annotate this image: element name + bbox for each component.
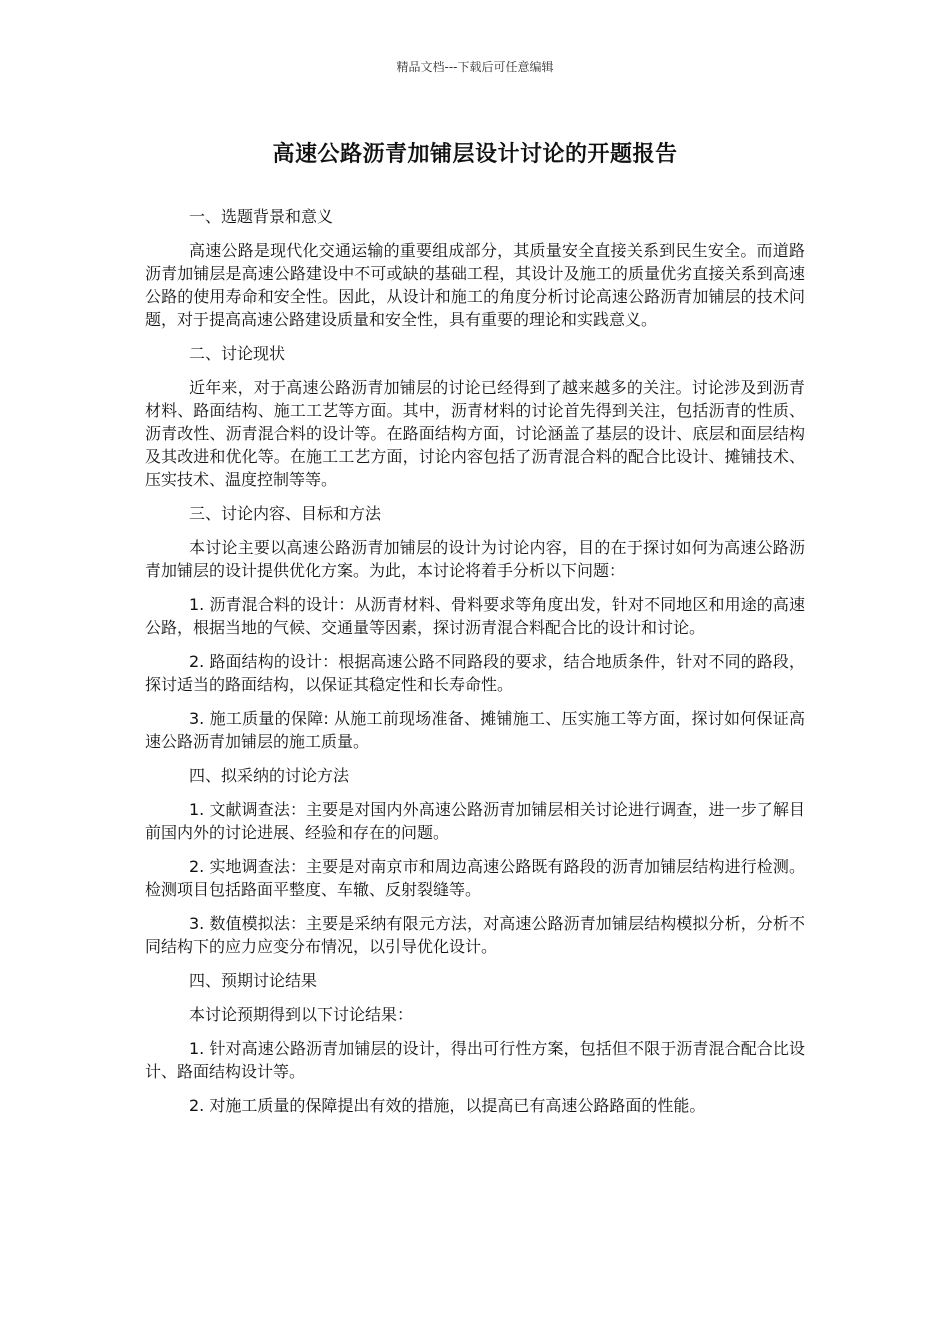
document-title: 高速公路沥青加铺层设计讨论的开题报告 bbox=[272, 142, 678, 167]
paragraph-results-intro: 本讨论预期得到以下讨论结果： bbox=[189, 1005, 414, 1024]
section-heading-results: 四、预期讨论结果 bbox=[189, 971, 318, 990]
list-item-method-1: 1. 文献调查法：主要是对国内外高速公路沥青加铺层相关讨论进行调查，进一步了解目前国内外的讨论进展、经验和存在的问题。 bbox=[145, 800, 805, 842]
list-item-content-1: 1. 沥青混合料的设计：从沥青材料、骨料要求等角度出发，针对不同地区和用途的高速公路，根据当地的气候、交通量等因素，探讨沥青混合料配合比的设计和讨论。 bbox=[145, 595, 805, 637]
list-item-content-3: 3. 施工质量的保障: 从施工前现场准备、摊铺施工、压实施工等方面，探讨如何保证高速公路沥青加铺层的施工质量。 bbox=[145, 709, 805, 751]
paragraph-content-intro: 本讨论主要以高速公路沥青加铺层的设计为讨论内容，目的在于探讨如何为高速公路沥青加铺层的设计提供优化方案。为此，本讨论将着手分析以下问题： bbox=[145, 538, 805, 580]
paragraph-background: 高速公路是现代化交通运输的重要组成部分，其质量安全直接关系到民生安全。而道路沥青加铺层是高速公路建设中不可或缺的基础工程，其设计及施工的质量优劣直接关系到高速公路的使用寿命和安全性。因此，从设计和施工的角度分析讨论高速公路沥青加铺层的技术问题，对于提高高速公路建设质量和安全性，具有重要的理论和实践意义。 bbox=[145, 241, 805, 329]
list-item-result-2: 2. 对施工质量的保障提出有效的措施，以提高已有高速公路路面的性能。 bbox=[189, 1096, 706, 1115]
list-item-result-1: 1. 针对高速公路沥青加铺层的设计，得出可行性方案，包括但不限于沥青混合配合比设计、路面结构设计等。 bbox=[145, 1039, 805, 1081]
header-note: 精品文档---下载后可任意编辑 bbox=[396, 60, 554, 74]
section-heading-methods: 四、拟采纳的讨论方法 bbox=[189, 766, 350, 785]
list-item-content-2: 2. 路面结构的设计：根据高速公路不同路段的要求，结合地质条件，针对不同的路段，探讨适当的路面结构，以保证其稳定性和长寿命性。 bbox=[145, 652, 805, 694]
paragraph-status: 近年来，对于高速公路沥青加铺层的讨论已经得到了越来越多的关注。讨论涉及到沥青材料、路面结构、施工工艺等方面。其中，沥青材料的讨论首先得到关注，包括沥青的性质、沥青改性、沥青混合料的设计等。在路面结构方面，讨论涵盖了基层的设计、底层和面层结构及其改进和优化等。在施工工艺方面，讨论内容包括了沥青混合料的配合比设计、摊铺技术、压实技术、温度控制等等。 bbox=[145, 378, 805, 489]
section-heading-background: 一、选题背景和意义 bbox=[189, 207, 334, 226]
list-item-method-2: 2. 实地调查法：主要是对南京市和周边高速公路既有路段的沥青加铺层结构进行检测。检测项目包括路面平整度、车辙、反射裂缝等。 bbox=[145, 857, 805, 899]
list-item-method-3: 3. 数值模拟法：主要是采纳有限元方法，对高速公路沥青加铺层结构模拟分析，分析不同结构下的应力应变分布情况，以引导优化设计。 bbox=[145, 914, 805, 956]
section-heading-status: 二、讨论现状 bbox=[189, 344, 286, 363]
section-heading-content: 三、讨论内容、目标和方法 bbox=[189, 504, 382, 523]
document-body bbox=[145, 205, 805, 1128]
